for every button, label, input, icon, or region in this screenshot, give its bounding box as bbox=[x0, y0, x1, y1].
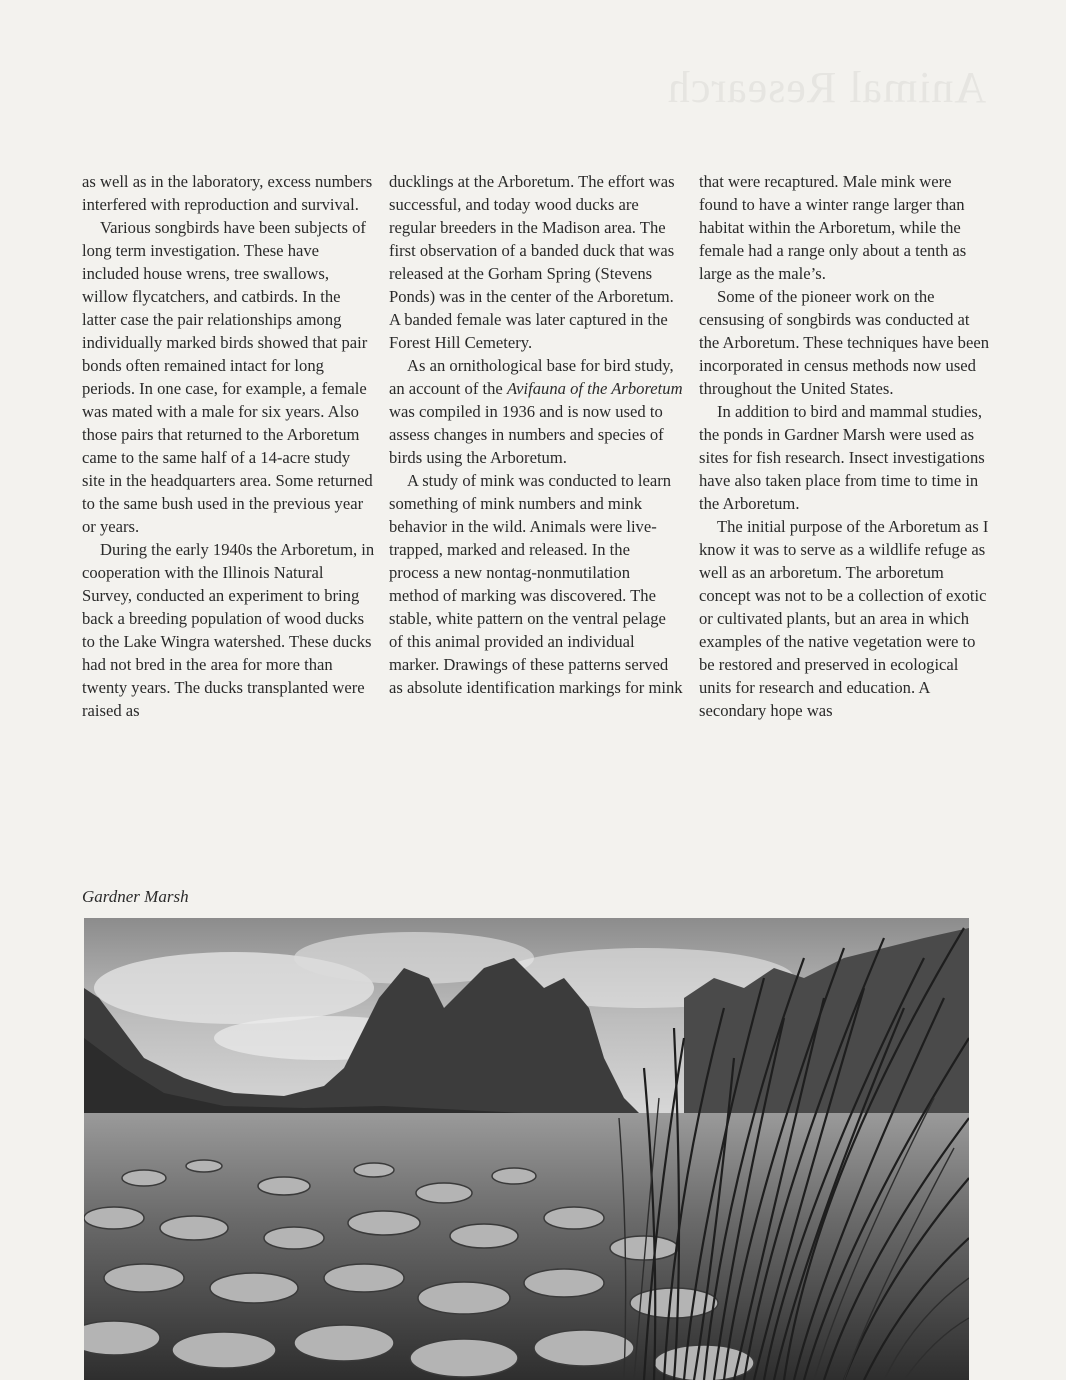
paragraph: Some of the pioneer work on the censusing of songbirds was conducted at the Arboretum. These techniques have been incorporated in census methods now used throughout the United States. bbox=[699, 287, 989, 398]
paragraph-text: was compiled in 1936 and is now used to assess changes in numbers and species of birds using the Arboretum. bbox=[389, 402, 664, 467]
marsh-photo bbox=[84, 918, 969, 1380]
paragraph: In addition to bird and mammal studies, the ponds in Gardner Marsh were used as sites for fish research. Insect investigations have also taken place from time to time in the Arboretum. bbox=[699, 402, 985, 513]
photo-caption: Gardner Marsh bbox=[82, 887, 189, 906]
text-column-1 bbox=[82, 170, 376, 722]
text-column-2 bbox=[389, 170, 683, 699]
paragraph-text: As an ornithological base for bird study, an account of the bbox=[389, 356, 674, 398]
bleed-through-header: Animal Research bbox=[666, 63, 986, 112]
text-column-3 bbox=[699, 170, 993, 722]
paragraph: that were recaptured. Male mink were found to have a winter range larger than habitat within the Arboretum, while the female had a range only about a tenth as large as the male’s. bbox=[699, 172, 967, 283]
paragraph bbox=[389, 354, 683, 469]
paragraph: Various songbirds have been subjects of long term investigation. These have included house wrens, tree swallows, willow flycatchers, and catbirds. In the latter case the pair relationships among individually marked birds showed that pair bonds often remained intact for long periods. In one case, for example, a female was mated with a male for six years. Also those pairs that returned to the Arboretum came to the same half of a 14-acre study site in the headquarters area. Some returned to the same bush used in the previous year or years. bbox=[82, 218, 373, 536]
marsh-photo-image bbox=[84, 918, 969, 1380]
paragraph: The initial purpose of the Arboretum as I know it was to serve as a wildlife refuge as well as an arboretum. The arboretum concept was not to be a collection of exotic or cultivated plants, but an area in which examples of the native vegetation were to be restored and preserved in ecological units for research and education. A secondary hope was bbox=[699, 517, 989, 720]
paragraph: ducklings at the Arboretum. The effort was successful, and today wood ducks are regular breeders in the Madison area. The first observation of a banded duck that was released at the Gorham Spring (Stevens Ponds) was in the center of the Arboretum. A banded female was later captured in the Forest Hill Cemetery. bbox=[389, 172, 675, 352]
paragraph: During the early 1940s the Arboretum, in cooperation with the Illinois Natural Survey, conducted an experiment to bring back a breeding population of wood ducks to the Lake Wingra watershed. These ducks had not bred in the area for more than twenty years. The ducks transplanted were raised as bbox=[82, 540, 375, 720]
book-title: Avifauna of the Arboretum bbox=[506, 379, 683, 398]
paragraph: as well as in the laboratory, excess numbers interfered with reproduction and survival. bbox=[82, 172, 373, 214]
paragraph: A study of mink was conducted to learn something of mink numbers and mink behavior in the wild. Animals were live-trapped, marked and released. In the process a new nontag-nonmutilation method of marking was discovered. The stable, white pattern on the ventral pelage of this animal provided an individual marker. Drawings of these patterns served as absolute identification markings for mink bbox=[389, 471, 683, 697]
